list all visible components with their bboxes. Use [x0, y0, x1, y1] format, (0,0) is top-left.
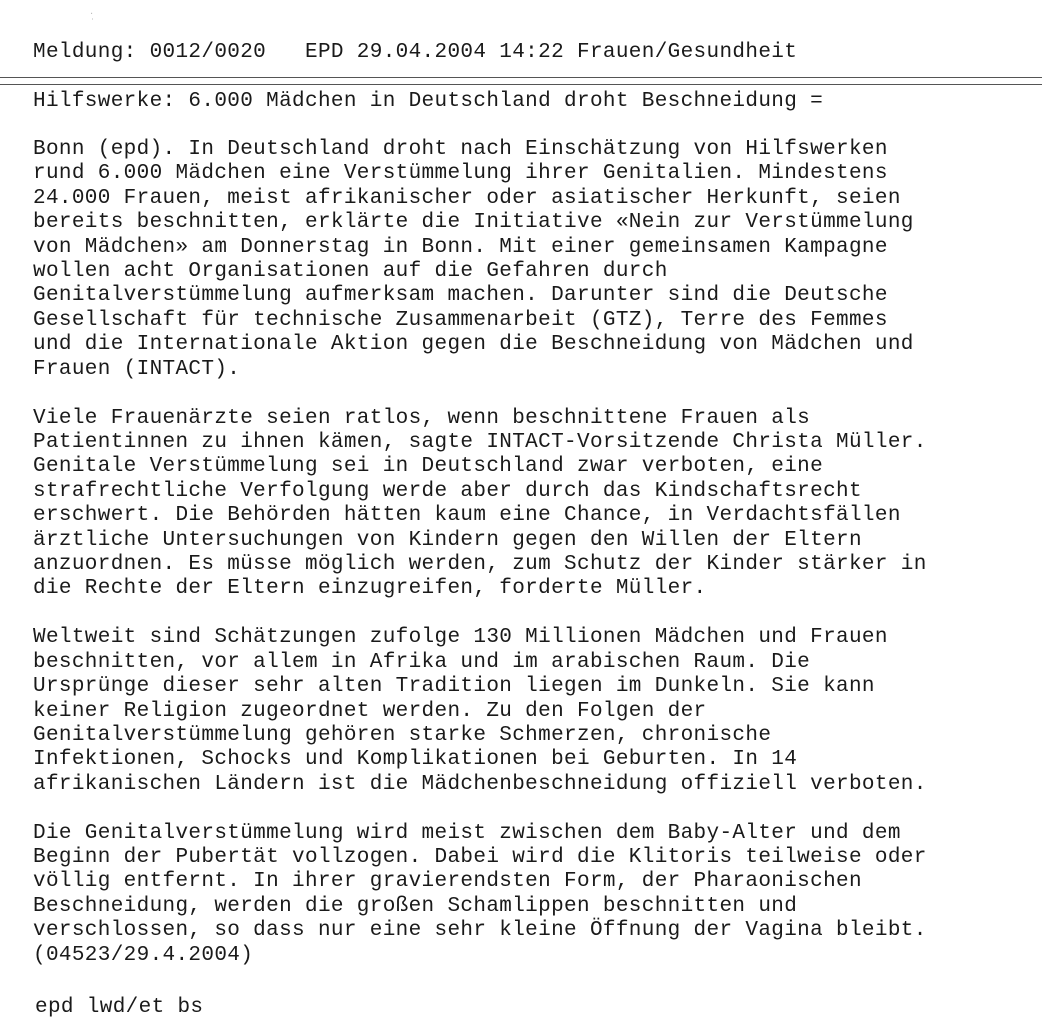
text-line: Beginn der Pubertät vollzogen. Dabei wird die Klitoris teilweise oder: [33, 846, 927, 870]
text-line: völlig entfernt. In ihrer gravierendsten Form, der Pharaonischen: [33, 870, 862, 894]
text-line: von Mädchen» am Donnerstag in Bonn. Mit einer gemeinsamen Kampagne: [33, 235, 888, 259]
text-line: Infektionen, Schocks und Komplikationen bei Geburten. In 14: [33, 748, 798, 772]
text-line: Gesellschaft für technische Zusammenarbeit (GTZ), Terre des Femmes: [33, 308, 888, 332]
text-line: die Rechte der Eltern einzugreifen, forderte Müller.: [33, 577, 707, 601]
text-line: Patientinnen zu ihnen kämen, sagte INTACT-Vorsitzende Christa Müller.: [33, 430, 927, 454]
paragraph-3: [33, 626, 1038, 797]
text-line: bereits beschnitten, erklärte die Initiative «Nein zur Verstümmelung: [33, 211, 914, 235]
text-line: verschlossen, so dass nur eine sehr kleine Öffnung der Vagina bleibt.: [33, 919, 927, 943]
reference-line: (04523/29.4.2004): [33, 943, 254, 967]
message-header: Meldung: 0012/0020 EPD 29.04.2004 14:22 Frauen/Gesundheit: [33, 41, 798, 64]
header-rule-bottom: [0, 84, 1042, 85]
text-line: keiner Religion zugeordnet werden. Zu den Folgen der: [33, 699, 707, 723]
text-line: anzuordnen. Es müsse möglich werden, zum Schutz der Kinder stärker in: [33, 553, 927, 576]
paragraph-2: [33, 407, 1038, 602]
text-line: Genitale Verstümmelung sei in Deutschland zwar verboten, eine: [33, 455, 824, 479]
paragraph-1: [33, 138, 1038, 382]
text-line: Genitalverstümmelung aufmerksam machen. Darunter sind die Deutsche: [33, 284, 888, 308]
text-line: Frauen (INTACT).: [33, 357, 241, 381]
text-line: 24.000 Frauen, meist afrikanischer oder asiatischer Herkunft, seien: [33, 186, 901, 210]
text-line: wollen acht Organisationen auf die Gefahren durch: [33, 260, 668, 284]
text-line: Bonn (epd). In Deutschland droht nach Einschätzung von Hilfswerken: [33, 138, 888, 161]
text-line: Die Genitalverstümmelung wird meist zwischen dem Baby-Alter und dem: [33, 821, 901, 845]
text-line: Weltweit sind Schätzungen zufolge 130 Millionen Mädchen und Frauen: [33, 626, 888, 650]
header-rule-top: [0, 77, 1042, 78]
text-line: und die Internationale Aktion gegen die Beschneidung von Mädchen und: [33, 333, 914, 357]
scan-speck-mark: · ˙: [90, 9, 96, 29]
text-line: Ursprünge dieser sehr alten Tradition liegen im Dunkeln. Sie kann: [33, 675, 875, 699]
text-line: strafrechtliche Verfolgung werde aber durch das Kindschaftsrecht: [33, 479, 862, 503]
paragraph-4: [33, 822, 1038, 968]
article-body: [33, 138, 1038, 992]
footer-signature: epd lwd/et bs: [35, 996, 204, 1019]
text-line: erschwert. Die Behörden hätten kaum eine Chance, in Verdachtsfällen: [33, 504, 901, 528]
text-line: Genitalverstümmelung gehören starke Schmerzen, chronische: [33, 723, 772, 747]
text-line: Viele Frauenärzte seien ratlos, wenn beschnittene Frauen als: [33, 406, 811, 430]
text-line: afrikanischen Ländern ist die Mädchenbeschneidung offiziell verboten.: [33, 772, 927, 796]
text-line: Beschneidung, werden die großen Schamlippen beschnitten und: [33, 894, 798, 918]
text-line: rund 6.000 Mädchen eine Verstümmelung ihrer Genitalien. Mindestens: [33, 162, 888, 186]
text-line: ärztliche Untersuchungen von Kindern gegen den Willen der Eltern: [33, 528, 862, 552]
headline: Hilfswerke: 6.000 Mädchen in Deutschland droht Beschneidung =: [33, 90, 824, 113]
text-line: beschnitten, vor allem in Afrika und im arabischen Raum. Die: [33, 650, 811, 674]
